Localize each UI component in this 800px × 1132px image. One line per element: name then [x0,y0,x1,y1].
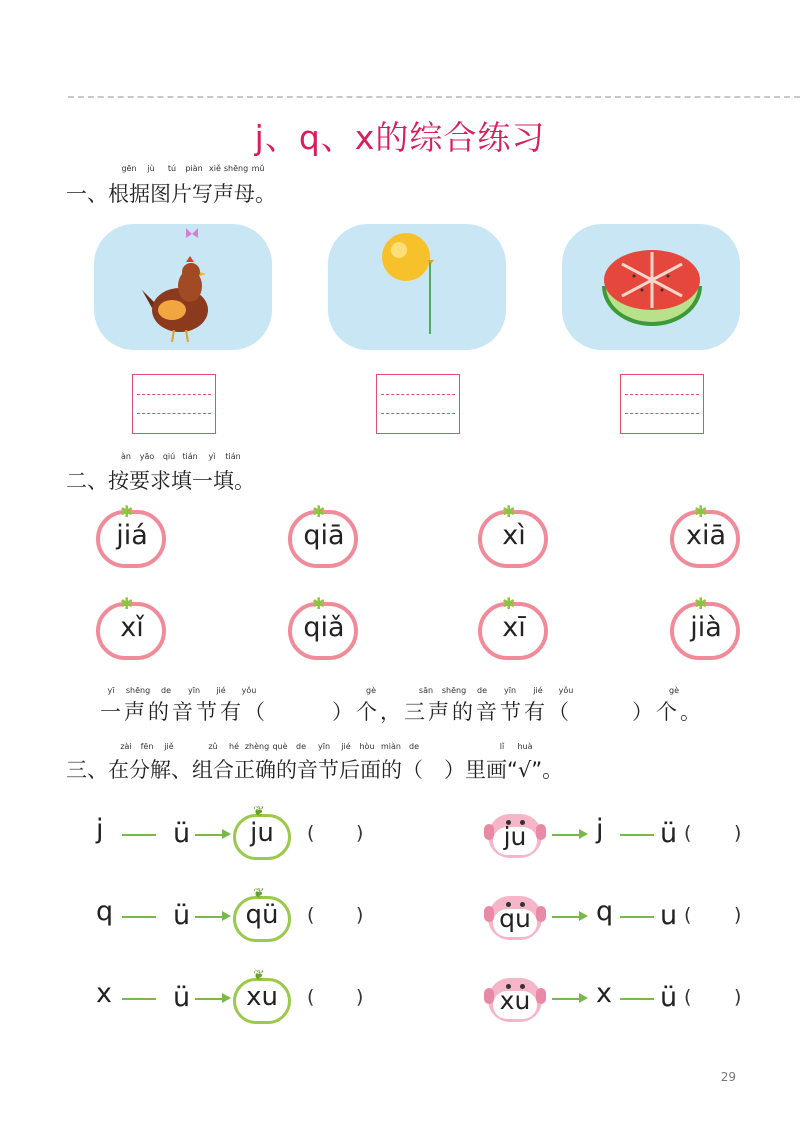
initial-letter: q [596,896,614,927]
answer-slot-5[interactable] [696,902,732,928]
syllable-text: xì [502,520,526,551]
answer-slot-4[interactable] [696,820,732,846]
answer-paren-open: ( [307,822,315,844]
answer-paren-open: ( [307,904,315,926]
answer-paren-close: ) [356,986,364,1008]
section2-heading: 二、按要求填一填。 [66,469,255,493]
section3-heading: 三、在分解、组合正确的音节后面的（ ）里画“√”。 [66,758,564,782]
answer-paren-close: ) [734,904,742,926]
syllable-text: jià [690,612,722,643]
answer-paren-open: ( [307,986,315,1008]
pinyin: yīn [187,686,201,695]
syllable-peach [94,504,172,570]
final-letter: u [660,900,678,931]
pinyin: yāo [139,452,155,461]
leaf-icon: ✱ [502,502,516,521]
answer-paren-open: ( [684,986,692,1008]
syllable-peach [94,596,172,662]
connector-line [122,834,156,836]
connector-line [620,998,654,1000]
syllable-text: xǐ [120,612,144,643]
leaf-icon: ✱ [120,594,134,613]
arrow-line [552,998,580,1000]
arrow-right-icon [222,993,231,1003]
pinyin: hòu [359,742,375,751]
answer-box-2[interactable] [376,374,460,434]
initial-letter: j [596,814,604,845]
pinyin: jù [147,164,155,173]
connector-line [620,834,654,836]
hen-picture [94,224,272,350]
initial-letter: x [596,978,612,1009]
pinyin: de [477,686,487,695]
watermelon-picture [562,224,740,350]
answer-slot-6[interactable] [696,984,732,1010]
arrow-line [552,916,580,918]
answer-slot-2[interactable] [318,902,354,928]
answer-paren-close: ) [734,822,742,844]
answer-paren-close: ) [356,904,364,926]
pinyin: de [296,742,306,751]
pinyin: yì [208,452,216,461]
initial-letter: j [96,814,104,845]
connector-line [122,998,156,1000]
syllable-peach [286,596,364,662]
syllable-text: jiá [116,520,148,551]
pinyin: yī [107,686,115,695]
fill-sentence-part3: ）个。 [632,700,704,724]
syllable-text: qiā [303,520,345,551]
result-syllable [233,968,293,1022]
syllable-peach [476,504,554,570]
answer-box-3[interactable] [620,374,704,434]
pinyin: de [409,742,419,751]
pinyin: gēn [121,164,137,173]
pinyin: zǔ [208,742,218,751]
leaf-icon: ✱ [694,594,708,613]
section1-pinyin [0,164,800,174]
leaf-icon: ✱ [694,502,708,521]
syllable-peach [668,504,746,570]
stem-icon: ❦ [253,804,265,820]
balloon-icon [328,224,506,350]
pinyin: àn [121,452,131,461]
arrow-line [195,998,223,1000]
balloon-picture [328,224,506,350]
arrow-right-icon [579,911,588,921]
pinyin: gè [366,686,376,695]
syllable-text: qiǎ [303,612,345,643]
result-syllable [233,886,293,940]
top-dashed-divider [68,96,800,98]
answer-slot-3[interactable] [318,984,354,1010]
syllable-text: xu [246,982,278,1012]
connector-line [122,916,156,918]
final-letter: ü [660,818,678,849]
pinyin: shēng [125,686,151,695]
syllable-peach [476,596,554,662]
pinyin: de [161,686,171,695]
answer-paren-close: ) [734,986,742,1008]
pinyin: yīn [317,742,331,751]
leaf-icon: ✱ [502,594,516,613]
answer-paren-open: ( [684,904,692,926]
syllable-text: qü [245,900,279,930]
syllable-peach [668,596,746,662]
pinyin: tián [225,452,241,461]
pinyin: sān [418,686,434,695]
arrow-right-icon [222,911,231,921]
pinyin: shēng [441,686,467,695]
pinyin: miàn [381,742,401,751]
pinyin: zhèng [244,742,270,751]
pinyin: zài [120,742,132,751]
syllable-text: xiā [685,520,727,551]
answer-paren-open: ( [684,822,692,844]
final-letter: ü [173,900,191,931]
answer-box-1[interactable] [132,374,216,434]
arrow-right-icon [222,829,231,839]
arrow-right-icon [579,829,588,839]
arrow-line [552,834,580,836]
fill-pinyin [0,686,800,696]
final-letter: ü [173,982,191,1013]
pink-syllable-card [484,808,546,860]
leaf-icon: ✱ [120,502,134,521]
section1-heading: 一、根据图片写声母。 [66,182,276,206]
pink-syllable-card [484,972,546,1024]
pinyin: yīn [503,686,517,695]
pinyin: tián [182,452,198,461]
result-syllable [233,804,293,858]
arrow-right-icon [579,993,588,1003]
answer-slot-1[interactable] [318,820,354,846]
section3-pinyin [0,742,800,752]
fill-sentence-part2: ）个，三声的音节有（ [332,700,572,724]
pinyin: jié [216,686,226,695]
watermelon-icon [562,224,740,350]
section2-pinyin [0,452,800,462]
arrow-line [195,916,223,918]
pinyin: qiú [162,452,176,461]
pinyin: jié [533,686,543,695]
stem-icon: ❦ [253,886,265,902]
syllable-peach [286,504,364,570]
final-letter: ü [173,818,191,849]
pinyin: yǒu [558,686,574,695]
syllable-text: xī [502,612,526,643]
pinyin: jié [341,742,351,751]
pinyin: lǐ [499,742,505,751]
initial-letter: x [96,978,112,1009]
hen-icon [94,224,272,350]
pinyin: què [272,742,288,751]
fill-sentence-part1: 一声的音节有（ [100,700,268,724]
answer-paren-close: ) [356,822,364,844]
page-title: j、q、x的综合练习 [254,118,546,157]
syllable-text: ju [503,822,527,851]
stem-icon: ❦ [253,968,265,984]
connector-line [620,916,654,918]
pinyin: tú [167,164,177,173]
page-number: 29 [720,1070,736,1084]
pinyin: yǒu [241,686,257,695]
leaf-icon: ✱ [312,502,326,521]
arrow-line [195,834,223,836]
pinyin: shēng [223,164,249,173]
pink-syllable-card [484,890,546,942]
pinyin: mǔ [251,164,265,173]
syllable-text: ju [250,818,274,848]
leaf-icon: ✱ [312,594,326,613]
pinyin: hé [229,742,239,751]
pinyin: gè [669,686,679,695]
final-letter: ü [660,982,678,1013]
pinyin: huà [517,742,533,751]
pinyin: fēn [140,742,154,751]
syllable-text: xu [499,986,531,1015]
pinyin: piàn [185,164,203,173]
syllable-text: qu [499,904,531,933]
pinyin: jiě [164,742,174,751]
initial-letter: q [96,896,114,927]
pinyin: xiě [209,164,221,173]
